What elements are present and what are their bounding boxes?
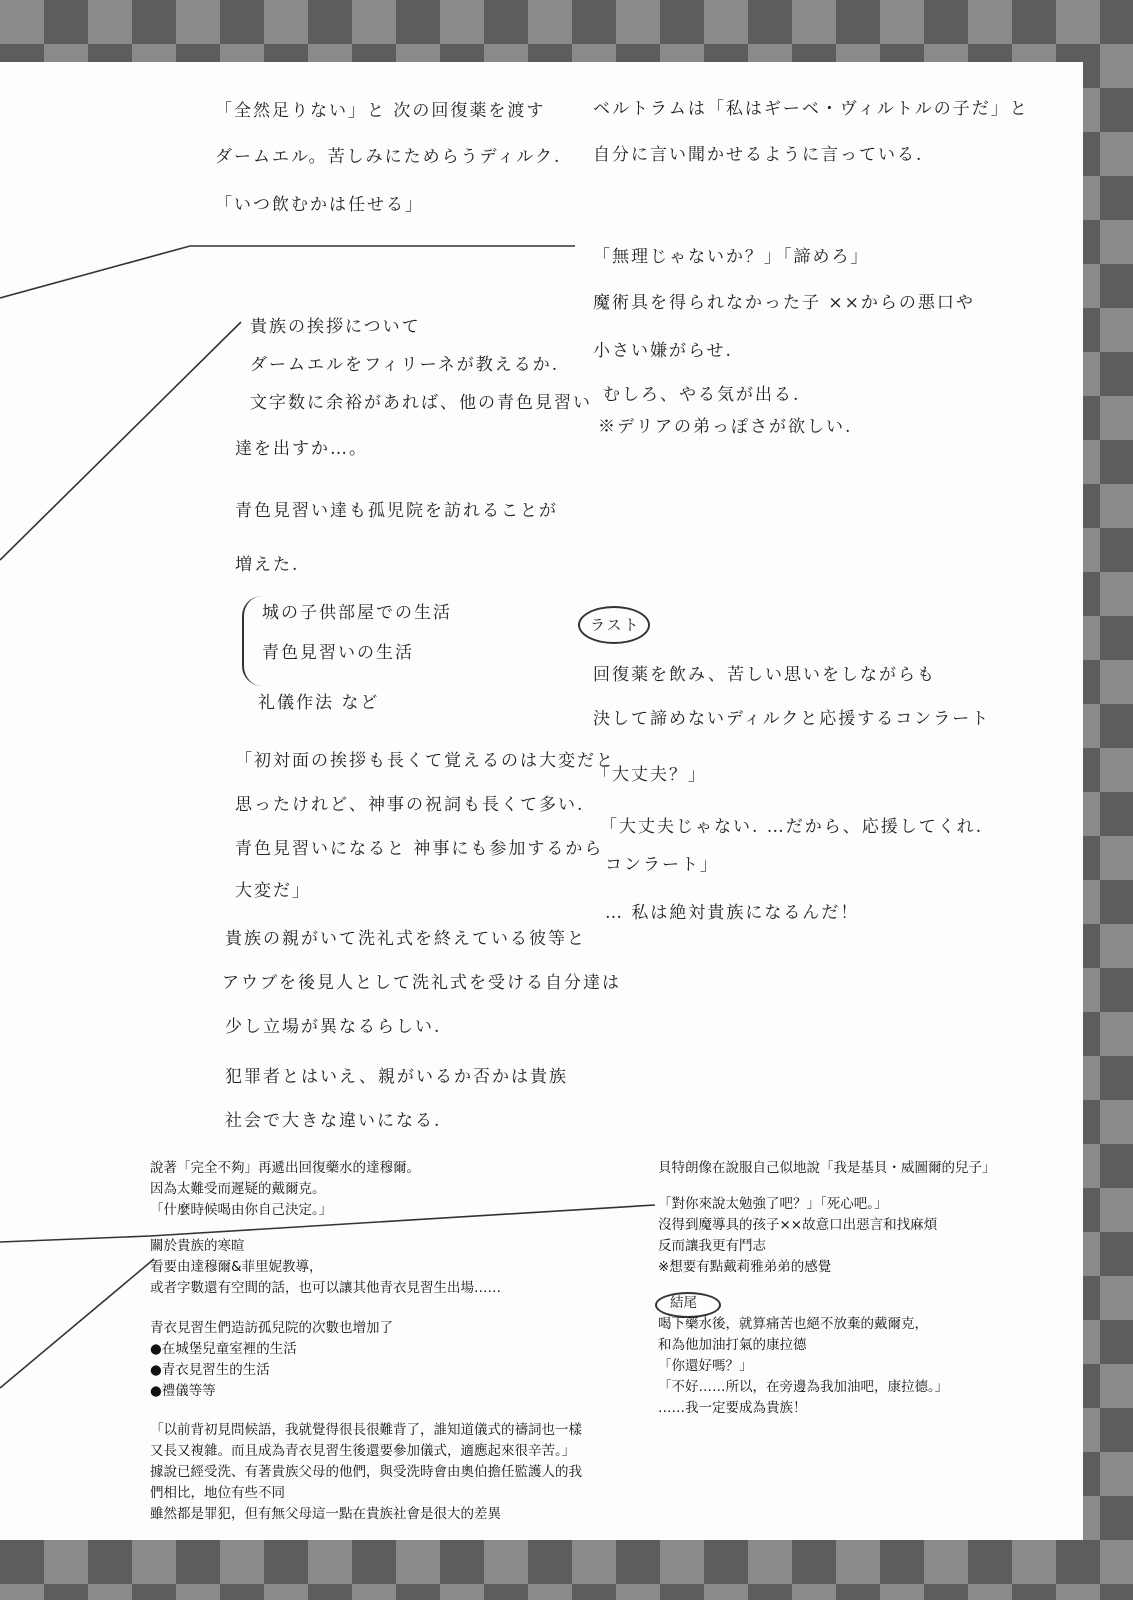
handwritten-line: 決して諦めないディルクと応援するコンラート <box>593 709 991 729</box>
handwritten-line: 大変だ」 <box>235 881 311 901</box>
translation-line: 「什麼時候喝由你自己決定。」 <box>150 1202 333 1218</box>
handwritten-line: ダームエルをフィリーネが教えるか. <box>250 355 560 375</box>
translation-line: ●在城堡兒童室裡的生活 <box>150 1341 297 1357</box>
handwritten-line: 貴族の挨拶について <box>250 317 421 337</box>
translation-line: 沒得到魔導具的孩子××故意口出惡言和找麻煩 <box>658 1217 938 1233</box>
handwritten-line: アウブを後見人として洗礼式を受ける自分達は <box>222 973 621 993</box>
handwritten-line: 魔術具を得られなかった子 ××からの悪口や <box>593 293 975 313</box>
handwritten-line: … 私は絶対貴族になるんだ！ <box>605 903 860 923</box>
handwritten-line: 回復薬を飲み、苦しい思いをしながらも <box>593 665 937 685</box>
handwritten-line: ラスト <box>590 616 641 634</box>
translation-line: 們相比，地位有些不同 <box>150 1485 285 1501</box>
handwritten-line: 礼儀作法 など <box>258 693 380 713</box>
translation-line: ……我一定要成為貴族！ <box>658 1400 807 1416</box>
handwritten-line: 少し立場が異なるらしい. <box>225 1017 442 1037</box>
handwritten-line: 青色見習い達も孤児院を訪れることが <box>235 501 558 521</box>
handwritten-line: 思ったけれど、神事の祝詞も長くて多い. <box>235 795 585 815</box>
translation-line: 雖然都是罪犯，但有無父母這一點在貴族社會是很大的差異 <box>150 1506 501 1522</box>
handwritten-line: 増えた. <box>235 555 300 575</box>
handwritten-line: 「大丈夫？」 <box>593 765 707 785</box>
translation-line: 青衣見習生們造訪孤兒院的次數也增加了 <box>150 1320 393 1336</box>
translation-line: ※想要有點戴莉雅弟弟的感覺 <box>658 1259 832 1275</box>
handwritten-line: 犯罪者とはいえ、親がいるか否かは貴族 <box>225 1067 569 1087</box>
translation-line: ●青衣見習生的生活 <box>150 1362 270 1378</box>
handwritten-line: 「全然足りない」と 次の回復薬を渡す <box>215 101 546 121</box>
translation-line: 反而讓我更有鬥志 <box>658 1238 766 1254</box>
handwritten-line: 達を出すか…。 <box>235 439 368 459</box>
translation-line: 據說已經受洗、有著貴族父母的他們，與受洗時會由奧伯擔任監護人的我 <box>150 1464 582 1480</box>
handwritten-line: ※デリアの弟っぽさが欲しい. <box>598 417 853 437</box>
handwritten-line: 「無理じゃないか？」「諦めろ」 <box>593 247 870 267</box>
handwritten-line: 貴族の親がいて洗礼式を終えている彼等と <box>225 929 586 949</box>
translation-line: 看要由達穆爾&菲里妮教導， <box>150 1259 323 1275</box>
translation-line: 說著「完全不夠」再遞出回復藥水的達穆爾。 <box>150 1160 420 1176</box>
handwritten-line: ベルトラムは「私はギーベ・ヴィルトルの子だ」と <box>593 99 1029 119</box>
bracket-mark <box>242 596 262 686</box>
translation-line: 貝特朗像在說服自己似地說「我是基貝・威圖爾的兒子」 <box>658 1160 996 1176</box>
translation-line: 「以前背初見問候語，我就覺得很長很難背了，誰知道儀式的禱詞也一樣 <box>150 1422 582 1438</box>
connector-line-lower-diagonal <box>0 1259 154 1388</box>
translation-line: 因為太難受而遲疑的戴爾克。 <box>150 1181 326 1197</box>
handwritten-line: 青色見習いの生活 <box>262 643 414 663</box>
handwritten-line: 社会で大きな違いになる. <box>225 1111 442 1131</box>
handwritten-line: 「大丈夫じゃない. …だから、応援してくれ. <box>600 817 984 837</box>
translation-line: 又長又複雜。而且成為青衣見習生後還要參加儀式，適應起來很辛苦。」 <box>150 1443 576 1459</box>
translation-line: 「對你來說太勉強了吧？」「死心吧。」 <box>658 1196 888 1212</box>
handwritten-line: 城の子供部屋での生活 <box>262 603 452 623</box>
handwritten-line: ダームエル。苦しみにためらうディルク. <box>215 147 562 167</box>
connector-line-upper-diagonal <box>0 322 241 560</box>
translation-line: 關於貴族的寒暄 <box>150 1238 245 1254</box>
translation-line: 結尾 <box>670 1295 697 1311</box>
handwritten-line: 自分に言い聞かせるように言っている. <box>593 145 924 165</box>
translation-line: ●禮儀等等 <box>150 1383 216 1399</box>
handwritten-line: 文字数に余裕があれば、他の青色見習い <box>250 393 592 413</box>
translation-line: 或者字數還有空間的話，也可以讓其他青衣見習生出場…… <box>150 1280 501 1296</box>
handwritten-line: 小さい嫌がらせ. <box>593 341 733 361</box>
translation-line: 「不好……所以，在旁邊為我加油吧，康拉德。」 <box>658 1379 949 1395</box>
handwritten-line: コンラート」 <box>605 855 719 875</box>
translation-line: 喝下藥水後，就算痛苦也絕不放棄的戴爾克， <box>658 1316 928 1332</box>
handwritten-line: むしろ、やる気が出る. <box>603 385 801 405</box>
handwritten-line: 「初対面の挨拶も長くて覚えるのは大変だと <box>235 751 615 771</box>
translation-line: 和為他加油打氣的康拉德 <box>658 1337 807 1353</box>
translation-line: 「你還好嗎？」 <box>658 1358 753 1374</box>
handwritten-line: 「いつ飲むかは任せる」 <box>215 195 424 215</box>
handwritten-line: 青色見習いになると 神事にも参加するから <box>235 839 604 859</box>
connector-line-top <box>0 246 575 298</box>
